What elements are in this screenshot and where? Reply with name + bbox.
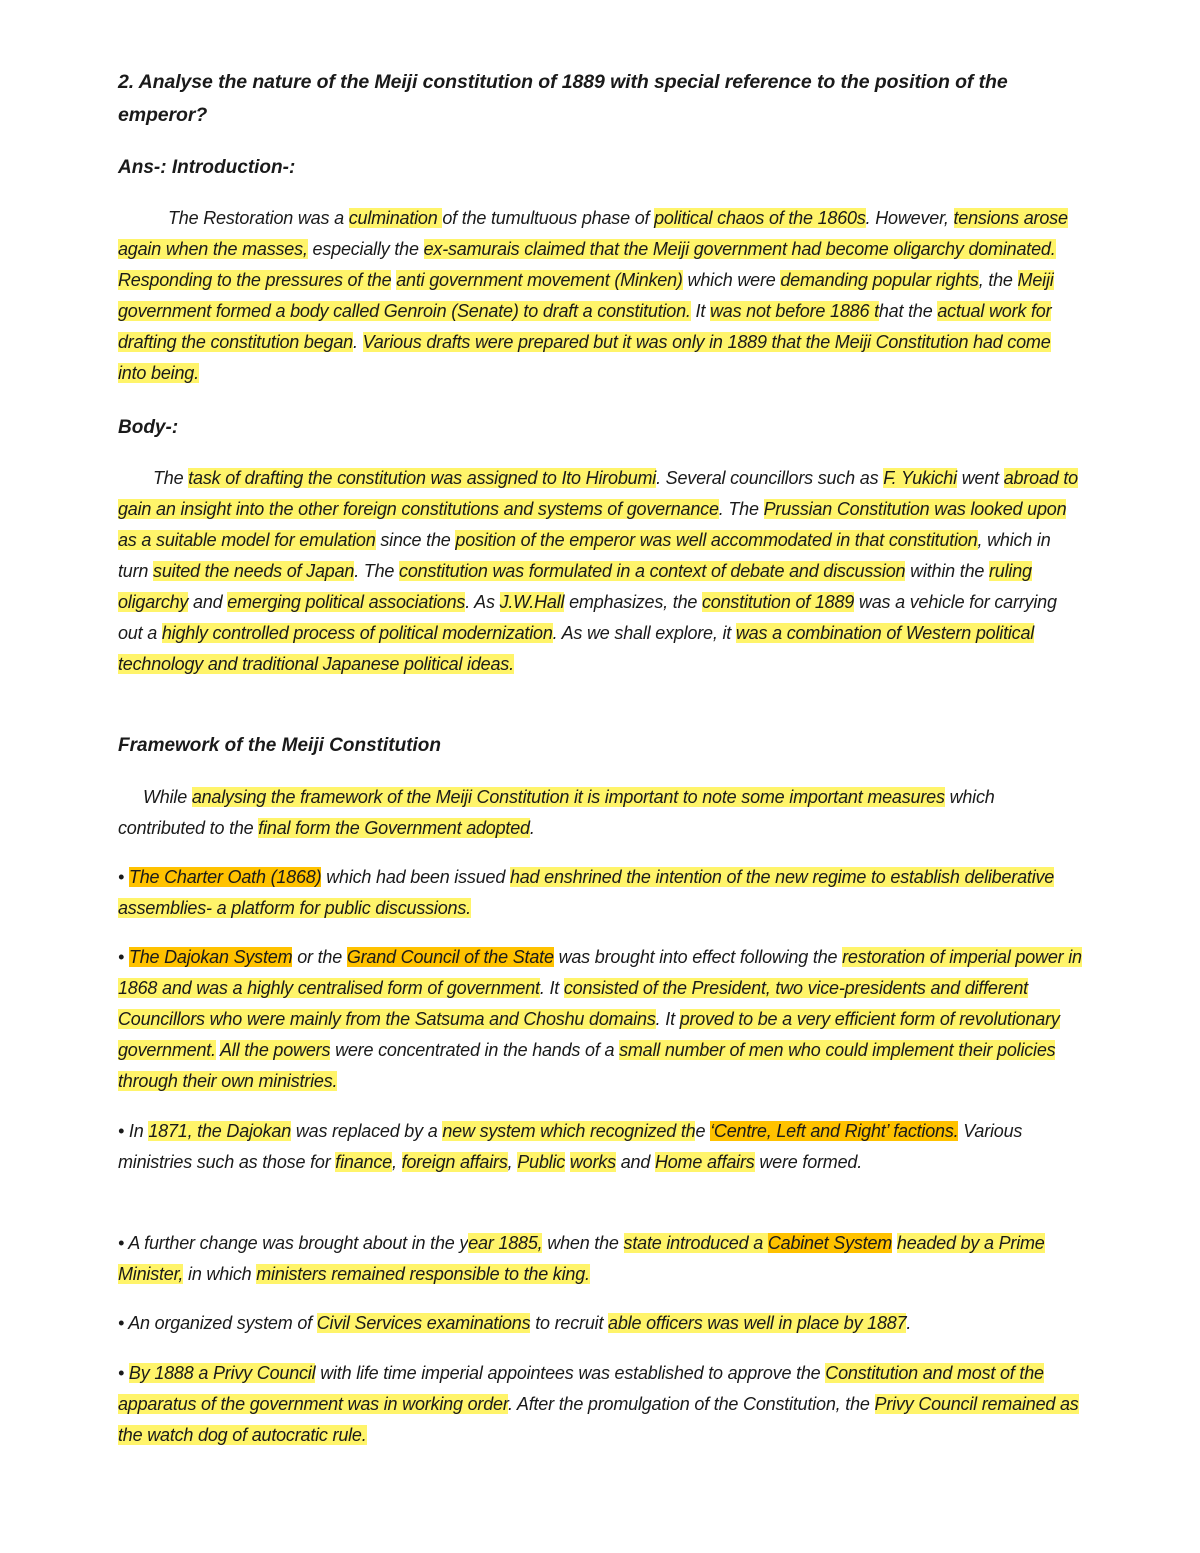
highlighted-text: Meiji government formed a body called Genroin (Senate) to draft a constitution. — [118, 270, 1054, 321]
text-run: especially the — [307, 239, 424, 259]
framework-intro-paragraph — [118, 782, 1083, 844]
highlighted-text: ruling oligarchy — [118, 561, 1032, 612]
highlighted-text: final form the Government adopted — [258, 818, 530, 838]
text-run: The — [153, 468, 189, 488]
highlighted-text: restoration of imperial power in 1868 and was a highly centralised form of government — [118, 947, 1082, 998]
highlighted-text: anti government movement (Minken) — [396, 270, 683, 290]
text-run: • — [118, 1363, 129, 1383]
highlighted-text: abroad to gain an insight into the other foreign constitutions and systems of governance — [118, 468, 1078, 519]
highlighted-text: finance — [335, 1152, 392, 1172]
text-run: . — [352, 332, 363, 352]
highlighted-text: culmination — [348, 208, 443, 228]
text-run: to recruit — [530, 1313, 609, 1333]
highlighted-text: 1871, the Dajokan — [148, 1121, 292, 1141]
text-run: , — [507, 1152, 518, 1172]
bullet-charter-oath — [118, 862, 1083, 924]
bullet-1871-factions — [118, 1116, 1083, 1178]
text-run: was a vehicle for carrying out a — [118, 592, 1057, 643]
highlighted-text: Public — [517, 1152, 566, 1172]
highlighted-text: ear 1885, — [468, 1233, 543, 1253]
text-run: Various ministries such as those for — [118, 1121, 1023, 1172]
highlighted-text-orange: Cabinet System — [767, 1233, 893, 1253]
highlighted-text: actual work for drafting the constitution began — [118, 301, 1052, 352]
highlighted-text: works — [569, 1152, 616, 1172]
highlighted-text: By 1888 a Privy Council — [128, 1363, 316, 1383]
highlighted-text: political chaos of the 1860s — [654, 208, 866, 228]
bullet-dajokan-system — [118, 942, 1083, 1097]
text-run: . After the promulgation of the Constitution, the — [507, 1394, 875, 1414]
text-run: . However, — [865, 208, 954, 228]
intro-paragraph — [118, 203, 1083, 389]
highlighted-text: headed by a Prime Minister, — [118, 1233, 1045, 1284]
text-run: which had been issued — [321, 867, 510, 887]
highlighted-text: highly controlled process of political modernization — [161, 623, 553, 643]
text-run: within the — [905, 561, 989, 581]
text-run: , the — [978, 270, 1018, 290]
question-title: 2. Analyse the nature of the Meiji constitution of 1889 with special reference to the position of the emperor? — [118, 71, 1008, 126]
highlighted-text: tensions arose again when the masses, — [118, 208, 1068, 259]
text-run: . As — [465, 592, 500, 612]
text-run: or the — [292, 947, 347, 967]
text-run: • In — [118, 1121, 149, 1141]
bullet-cabinet-system — [118, 1228, 1083, 1290]
text-run: which contributed to the — [118, 787, 995, 838]
highlighted-text: able officers was well in place by 1887 — [608, 1313, 907, 1333]
highlighted-text: task of drafting the constitution was assigned to Ito Hirobumi — [188, 468, 657, 488]
text-run: . As we shall explore, it — [552, 623, 736, 643]
highlighted-text: was not before 1886 t — [709, 301, 879, 321]
text-run: . It — [539, 978, 564, 998]
highlighted-text: Various drafts were prepared but it was only in 1889 that the Meiji Constitution had come into being. — [118, 332, 1051, 383]
body-heading: Body-: — [118, 417, 179, 438]
text-run: and — [615, 1152, 655, 1172]
text-run: was brought into effect following the — [553, 947, 843, 967]
text-run: • A further change was brought about in the y — [118, 1233, 469, 1253]
highlighted-text: ex-samurais claimed that the Meiji government had become oligarchy dominated. Responding to the pressures of the — [118, 239, 1056, 290]
text-run: emphasizes, the — [564, 592, 702, 612]
highlighted-text: was a combination of Western political technology and traditional Japanese political ideas. — [118, 623, 1035, 674]
text-run: While — [143, 787, 192, 807]
highlighted-text: analysing the framework of the Meiji Constitution it is important to note some important measures — [191, 787, 945, 807]
text-run: went — [956, 468, 1004, 488]
framework-heading: Framework of the Meiji Constitution — [118, 735, 442, 756]
text-run: was replaced by a — [291, 1121, 443, 1141]
highlighted-text-orange: The Dajokan System — [128, 947, 293, 967]
highlighted-text-orange: The Charter Oath (1868) — [128, 867, 322, 887]
text-run: which were — [682, 270, 781, 290]
highlighted-text: constitution was formulated in a context of debate and discussion — [399, 561, 906, 581]
text-run: were formed. — [754, 1152, 863, 1172]
highlighted-text: position of the emperor was well accommodated in that constitution — [455, 530, 978, 550]
highlighted-text: state introduced a — [623, 1233, 768, 1253]
text-run: , which in turn — [118, 530, 1051, 581]
highlighted-text: new system which recognized th — [442, 1121, 696, 1141]
text-run: • — [118, 867, 129, 887]
highlighted-text: J.W.Hall — [499, 592, 565, 612]
highlighted-text: demanding popular rights — [780, 270, 979, 290]
text-run: in which — [183, 1264, 257, 1284]
text-run: • An organized system of — [118, 1313, 317, 1333]
text-run: were concentrated in the hands of a — [330, 1040, 620, 1060]
text-run: e — [695, 1121, 711, 1141]
text-run: of the tumultuous phase of — [442, 208, 655, 228]
highlighted-text: ministers remained responsible to the king. — [256, 1264, 590, 1284]
highlighted-text: Privy Council remained as the watch dog of autocratic rule. — [118, 1394, 1079, 1445]
text-run: . Several councillors such as — [656, 468, 884, 488]
highlighted-text: had enshrined the intention of the new regime to establish deliberative assemblies- a platform for public discussions. — [118, 867, 1055, 918]
text-run: . — [529, 818, 535, 838]
highlighted-text: Prussian Constitution was looked upon as a suitable model for emulation — [118, 499, 1067, 550]
text-run: . — [906, 1313, 912, 1333]
highlighted-text-orange: Grand Council of the State — [346, 947, 554, 967]
text-run: . It — [655, 1009, 680, 1029]
text-run: hat the — [878, 301, 938, 321]
text-run: when the — [542, 1233, 624, 1253]
bullet-civil-services — [118, 1308, 1083, 1339]
text-run: • — [118, 947, 129, 967]
text-run: with life time imperial appointees was established to approve the — [315, 1363, 826, 1383]
highlighted-text: All the powers — [220, 1040, 331, 1060]
text-run: The Restoration was a — [168, 208, 349, 228]
highlighted-text: constitution of 1889 — [702, 592, 855, 612]
highlighted-text: emerging political associations — [227, 592, 466, 612]
highlighted-text-orange: ‘Centre, Left and Right’ factions. — [710, 1121, 959, 1141]
highlighted-text: proved to be a very efficient form of revolutionary government. — [118, 1009, 1060, 1060]
text-run: , — [391, 1152, 402, 1172]
highlighted-text: small number of men who could implement their policies through their own ministries. — [118, 1040, 1056, 1091]
highlighted-text: suited the needs of Japan — [153, 561, 355, 581]
text-run: . The — [354, 561, 400, 581]
text-run: since the — [375, 530, 456, 550]
text-run: and — [188, 592, 228, 612]
highlighted-text: Constitution and most of the apparatus of the government was in working order — [118, 1363, 1044, 1414]
highlighted-text: consisted of the President, two vice-presidents and different Councillors who were mainly from the Satsuma and Choshu domains — [118, 978, 1028, 1029]
intro-heading: Ans-: Introduction-: — [118, 157, 296, 178]
text-run: It — [690, 301, 710, 321]
body-paragraph — [118, 463, 1083, 680]
highlighted-text: F. Yukichi — [883, 468, 957, 488]
highlighted-text: Home affairs — [654, 1152, 755, 1172]
bullet-privy-council — [118, 1358, 1083, 1451]
highlighted-text: Civil Services examinations — [316, 1313, 531, 1333]
text-run: . The — [718, 499, 764, 519]
highlighted-text: foreign affairs — [401, 1152, 508, 1172]
